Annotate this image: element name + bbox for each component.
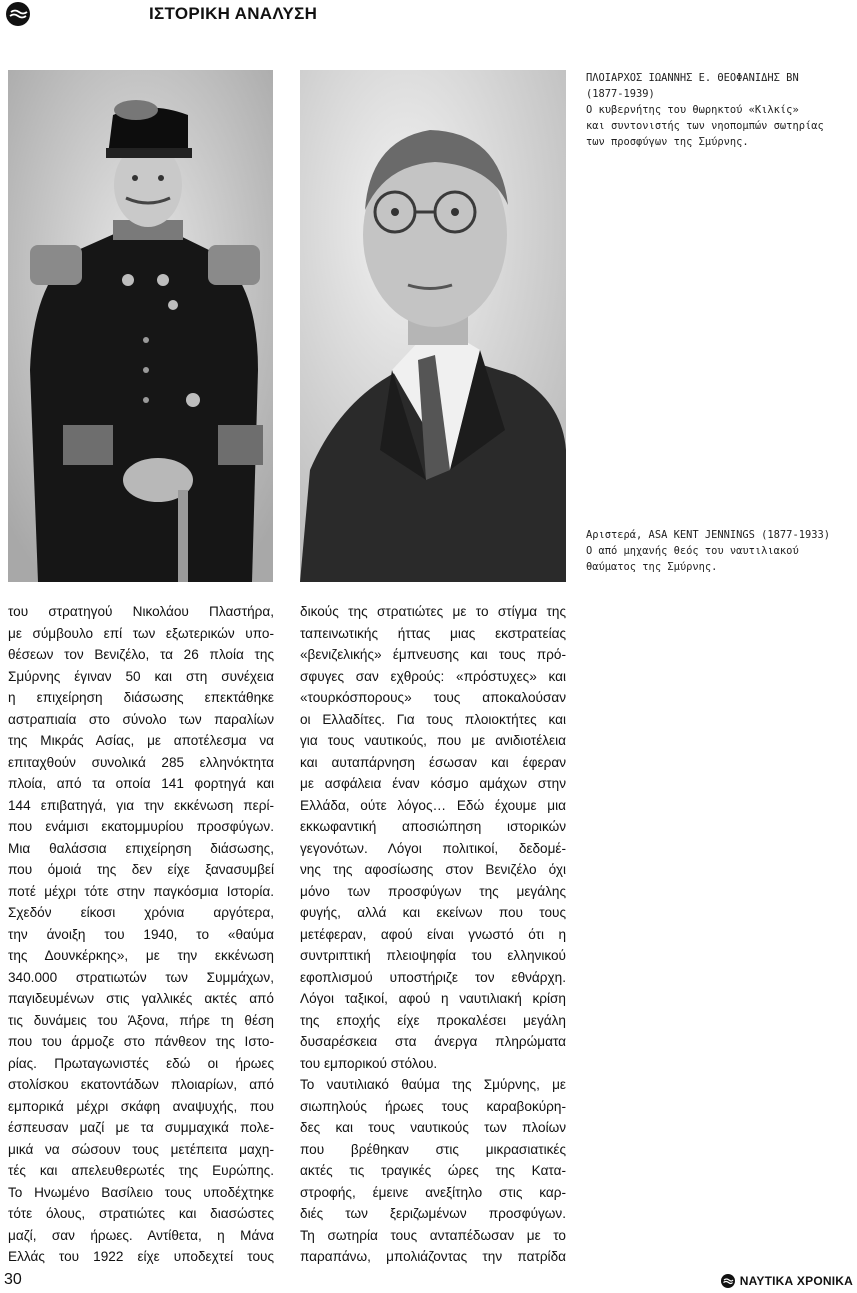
text-line: σιωπηλούς ήρωες τους καραβοκύρη- (300, 1098, 566, 1114)
text-line: αστραπιαία στο σύνολο των παραλίων (8, 711, 274, 727)
text-line: δες και τους ναυτικούς των πλοίων (300, 1120, 566, 1135)
portrait-photo-icon (8, 70, 273, 582)
article-column-right (300, 601, 566, 1268)
text-line: για τους ναυτικούς, που με ανιδιοτέλεια (300, 733, 566, 748)
text-line: Λόγοι ταξικοί, αφού η ναυτιλιακή κρίση (300, 991, 566, 1006)
caption-line: Αριστερά, ASA KENT JENNINGS (1877-1933) (586, 529, 830, 541)
photo-asa-jennings (300, 70, 566, 582)
text-line: και αυταπάρνηση έσωσαν και έφεραν (300, 754, 566, 770)
caption-line: Ο από μηχανής θεός του ναυτιλιακού (586, 545, 799, 557)
caption-line: θαύματος της Σμύρνης. (586, 561, 718, 573)
text-line: που όμοιά της δεν είχε ξανασυμβεί (8, 862, 274, 877)
caption-line: (1877-1939) (586, 88, 655, 100)
text-line: παγιδευμένων στις γαλλικές ακτές από (8, 991, 274, 1006)
text-line: «βενιζελικής» έμπνευσης και τους πρό- (300, 647, 566, 662)
text-line: 144 επιβατηγά, για την εκκένωση περί- (8, 797, 274, 813)
text-line: του εμπορικού στόλου. (300, 1055, 438, 1071)
brand-name: ΝΑΥΤΙΚΑ ΧΡΟΝΙΚΑ (739, 1274, 853, 1288)
text-line: ποτέ μέχρι τότε στην παγκόσμια Ιστορία. (8, 883, 274, 899)
text-line: που βρέθηκαν στις μικρασιατικές (300, 1141, 566, 1157)
text-line: διές των ξεριζωμένων προσφύγων. (300, 1206, 566, 1221)
text-line: σφυγες σαν εχθρούς: «πρόστυχες» και (300, 668, 566, 684)
text-line: του στρατηγού Νικολάου Πλαστήρα, (8, 604, 274, 619)
text-line: την άνοιξη του 1940, το «θαύμα (8, 926, 274, 942)
text-line: θέσεων τον Βενιζέλο, τα 26 πλοία της (8, 647, 274, 662)
text-line: με ασφάλεια έναν κόσμο αμάχων στην (300, 776, 566, 791)
brand-wave-icon (721, 1274, 735, 1288)
caption-line: ΠΛΟΙΑΡΧΟΣ ΙΩΑΝΝΗΣ Ε. ΘΕΟΦΑΝΙΔΗΣ ΒΝ (586, 72, 799, 84)
photo-caption-theofanidis (586, 70, 851, 150)
photo-caption-jennings (586, 527, 851, 575)
text-line: εμπορικά μέχρι σκάφη αναψυχής, που (8, 1098, 274, 1114)
text-line: εκκωφαντική αποσιώπηση ιστορικών (300, 819, 566, 834)
text-line: ακτές τις τραγικές ώρες της Κατα- (300, 1163, 566, 1178)
section-title: ΙΣΤΟΡΙΚΗ ΑΝΑΛΥΣΗ (149, 4, 318, 23)
text-line: μαζί, σαν ήρωες. Αντίθετα, η Μάνα (8, 1227, 274, 1243)
text-line: τές και απελευθερωτές της Ευρώπης. (8, 1163, 274, 1178)
page-number: 30 (4, 1271, 22, 1288)
brand-wave-icon (6, 2, 30, 26)
text-line: μόνο των προσφύγων της μεγάλης (300, 883, 566, 899)
text-line: της Δουνκέρκης», με την εκκένωση (8, 948, 274, 963)
text-line: που του άρμοζε στο πάνθεον της Ιστο- (8, 1034, 274, 1049)
photo-naval-officer (8, 70, 273, 582)
text-line: μικά να σώσουν τους μετέπειτα μαχη- (8, 1141, 274, 1157)
text-line: οι Ελλαδίτες. Για τους πλοιοκτήτες και (300, 711, 566, 727)
text-line: της εποχής είχε προκαλέσει μεγάλη (300, 1012, 566, 1028)
text-line: τις δυνάμεις του Άξονα, πήρε τη θέση (8, 1012, 274, 1028)
caption-line: Ο κυβερνήτης του θωρηκτού «Κιλκίς» (586, 104, 799, 116)
text-line: νης της αφοσίωσης στον Βενιζέλο όχι (300, 862, 566, 877)
text-line: με σύμβουλο επί των εξωτερικών υπο- (8, 625, 274, 641)
text-line: έσπευσαν μαζί με τα συμμαχικά πολε- (8, 1120, 274, 1135)
text-line: Το ναυτιλιακό θαύμα της Σμύρνης, με (300, 1077, 566, 1092)
text-line: γεγονότων. Λόγοι πολιτικοί, δεδομέ- (300, 840, 566, 856)
text-line: Το Ηνωμένο Βασίλειο τους υποδέχτηκε (8, 1184, 274, 1200)
text-line: Ελλάς του 1922 είχε υποδεχτεί τους (8, 1249, 274, 1264)
text-line: που ενάμισι εκατομμυρίου προσφύγων. (8, 819, 274, 834)
article-column-left (8, 601, 274, 1268)
text-line: δικούς της στρατιώτες με το στίγμα της (300, 604, 566, 619)
caption-line: και συντονιστής των νηοπομπών σωτηρίας (586, 120, 824, 132)
brand-footer (721, 1274, 853, 1288)
text-line: φυγής, αλλά και εκείνων που τους (300, 905, 566, 920)
text-line: πλοία, από τα οποία 141 φορτηγά και (8, 776, 274, 791)
text-line: Ελλάδα, ούτε λόγος… Εδώ έχουμε μια (300, 797, 566, 813)
text-line: της Μικράς Ασίας, με αποτέλεσμα να (8, 733, 274, 748)
text-line: Σμύρνης έγιναν 50 και στη συνέχεια (8, 668, 274, 684)
text-line: 340.000 στρατιωτών των Συμμάχων, (8, 969, 274, 985)
text-line: παραπάνω, μπολιάζοντας την πατρίδα (300, 1249, 566, 1264)
text-line: «τουρκόσπορους» τους αποκαλούσαν (300, 690, 566, 705)
text-line: ρίας. Πρωταγωνιστές εδώ οι ήρωες (8, 1055, 274, 1071)
text-line: ταπεινωτικής ήττας μιας εκστρατείας (300, 625, 566, 641)
text-line: Μια θαλάσσια επιχείρηση διάσωσης, (8, 840, 274, 856)
text-line: επιταχθούν συνολικά 285 ελληνόκτητα (8, 754, 274, 770)
text-line: Σχεδόν είκοσι χρόνια αργότερα, (8, 905, 274, 920)
text-line: στολίσκου εκατοντάδων πλοιαρίων, από (8, 1077, 274, 1092)
text-line: δυσαρέσκεια στα άνεργα πληρώματα (300, 1034, 566, 1049)
text-line: η επιχείρηση διάσωσης επεκτάθηκε (8, 690, 274, 705)
caption-line: των προσφύγων της Σμύρνης. (586, 136, 749, 148)
portrait-photo-icon (300, 70, 566, 582)
text-line: Τη σωτηρία τους ανταπέδωσαν με το (300, 1227, 566, 1243)
text-line: εφοπλισμού υποστήριζε τον εθνάρχη. (300, 969, 566, 985)
text-line: στροφής, έμεινε ανεξίτηλο στις καρ- (300, 1184, 566, 1200)
text-line: μετέφεραν, αφού είναι γνωστό ότι η (300, 926, 566, 942)
text-line: συντριπτική πλειοψηφία του ελληνικού (300, 948, 566, 963)
text-line: τότε όλους, στρατιώτες και διασώστες (8, 1206, 274, 1221)
